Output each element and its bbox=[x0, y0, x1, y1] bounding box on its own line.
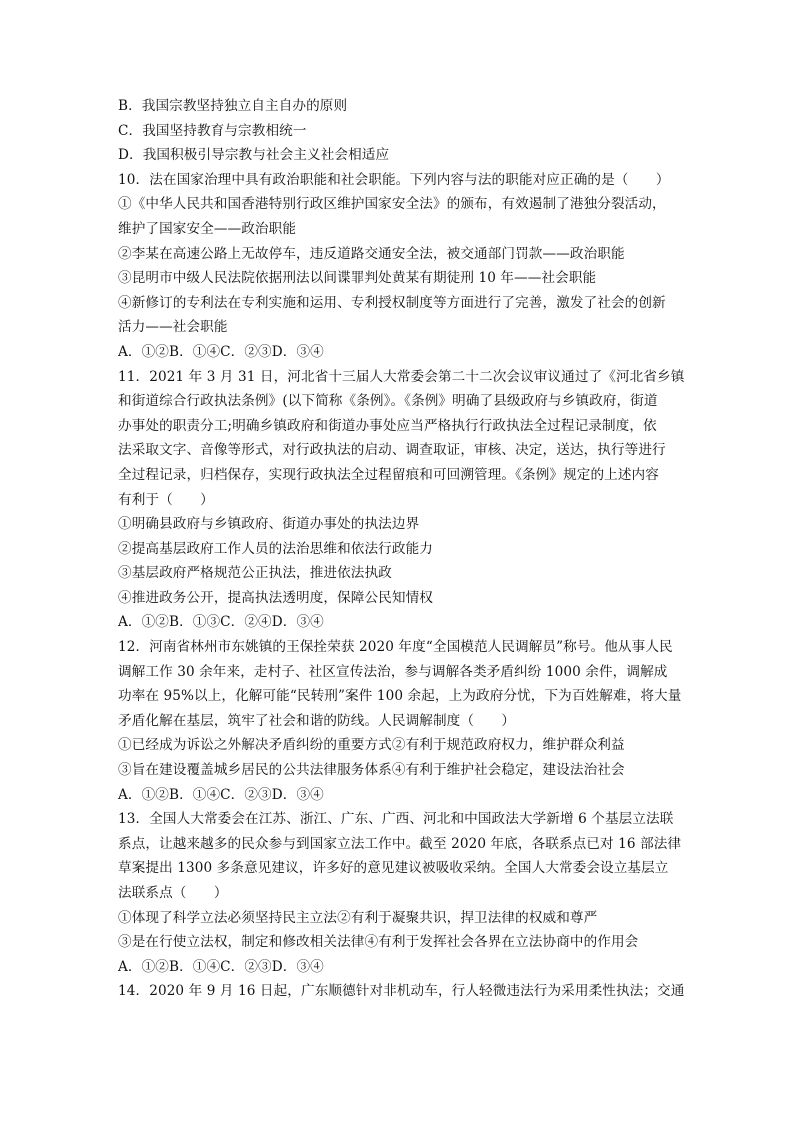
question-stem: 10．法在国家治理中具有政治职能和社会职能。下列内容与法的职能对应正确的是（ ） bbox=[118, 171, 670, 188]
text-line: 系点，让越来越多的民众参与到国家立法工作中。截至 2020 年底，各联系点已对 16 部法律 bbox=[118, 835, 682, 852]
text-line: ④新修订的专利法在专利实施和运用、专利授权制度等方面进行了完善，激发了社会的创新 bbox=[118, 294, 666, 311]
answer-options: A．①②B．①④C．②③D．③④ bbox=[118, 958, 324, 975]
text-line: 功率在 95%以上，化解可能“民转刑”案件 100 余起，上为政府分忧，下为百姓解难，将大量 bbox=[118, 688, 682, 705]
text-line: ③基层政府严格规范公正执法，推进依法执政 bbox=[118, 565, 392, 582]
text-line: ③旨在建设覆盖城乡居民的公共法律服务体系④有利于维护社会稳定，建设法治社会 bbox=[118, 762, 625, 779]
text-line: 调解工作 30 余年来，走村子、社区宣传法治，参与调解各类矛盾纠纷 1000 余件，调解成 bbox=[118, 663, 668, 680]
question-stem: 12．河南省林州市东姚镇的王保拴荣获 2020 年度“全国模范人民调解员”称号。他从事人民 bbox=[118, 639, 673, 656]
text-line: ②李某在高速公路上无故停车，违反道路交通安全法，被交通部门罚款——政治职能 bbox=[118, 245, 625, 262]
text-line: 法联系点（ ） bbox=[118, 885, 228, 901]
answer-options: A．①②B．①④C．②③D．③④ bbox=[118, 786, 324, 803]
text-line: ③昆明市中级人民法院依据刑法以间谍罪判处黄某有期徒刑 10 年——社会职能 bbox=[118, 270, 597, 287]
text-line: 活力——社会职能 bbox=[118, 319, 228, 336]
text-line: 法采取文字、音像等形式，对行政执法的启动、调查取证，审核、决定，送达，执行等进行 bbox=[118, 442, 666, 459]
question-stem: 11．2021 年 3 月 31 日，河北省十三届人大常委会第二十二次会议审议通过了《河北省乡镇 bbox=[118, 368, 685, 385]
text-line: 和街道综合行政执法条例》(以下简称《条例》。《条例》明确了县级政府与乡镇政府，街道 bbox=[118, 393, 658, 410]
text-line: 草案提出 1300 多条意见建议，许多好的意见建议被吸收采纳。全国人大常委会设立基层立 bbox=[118, 860, 669, 877]
text-line: C．我国坚持教育与宗教相统一 bbox=[118, 122, 307, 139]
text-line: ③是在行使立法权，制定和修改相关法律④有利于发挥社会各界在立法协商中的作用会 bbox=[118, 934, 639, 951]
text-line: 维护了国家安全——政治职能 bbox=[118, 220, 297, 237]
document-page bbox=[118, 94, 683, 1004]
text-line: ①《中华人民共和国香港特别行政区维护国家安全法》的颁布，有效遏制了港独分裂活动， bbox=[118, 196, 666, 213]
text-line: D．我国积极引导宗教与社会主义社会相适应 bbox=[118, 147, 390, 164]
text-line: ①体现了科学立法必须坚持民主立法②有利于凝聚共识，捍卫法律的权威和尊严 bbox=[118, 909, 598, 926]
question-stem: 13．全国人大常委会在江苏、浙江、广东、广西、河北和中国政法大学新增 6 个基层立法联 bbox=[118, 811, 674, 828]
answer-options: A．①②B．①③C．②④D．③④ bbox=[118, 614, 324, 631]
question-stem: 14．2020 年 9 月 16 日起，广东顺德针对非机动车，行人轻微违法行为采用柔性执法；交通 bbox=[118, 983, 685, 1000]
answer-options: A．①②B．①④C．②③D．③④ bbox=[118, 343, 324, 360]
text-line: B．我国宗教坚持独立自主自办的原则 bbox=[118, 98, 348, 114]
text-line: 办事处的职责分工;明确乡镇政府和街道办事处应当严格执行行政执法全过程记录制度，依 bbox=[118, 417, 657, 434]
text-line: ①明确县政府与乡镇政府、街道办事处的执法边界 bbox=[118, 516, 420, 533]
text-line: ②提高基层政府工作人员的法治思维和依法行政能力 bbox=[118, 540, 433, 557]
text-line: ④推进政务公开，提高执法透明度，保障公民知情权 bbox=[118, 589, 433, 606]
text-line: 矛盾化解在基层，筑牢了社会和谐的防线。人民调解制度（ ） bbox=[118, 712, 516, 729]
text-line: 全过程记录，归档保存，实现行政执法全过程留痕和可回溯管理。《条例》规定的上述内容 bbox=[118, 466, 659, 483]
text-line: ①已经成为诉讼之外解决矛盾纠纷的重要方式②有利于规范政府权力，维护群众利益 bbox=[118, 737, 625, 754]
text-line: 有利于（ ） bbox=[118, 491, 214, 508]
